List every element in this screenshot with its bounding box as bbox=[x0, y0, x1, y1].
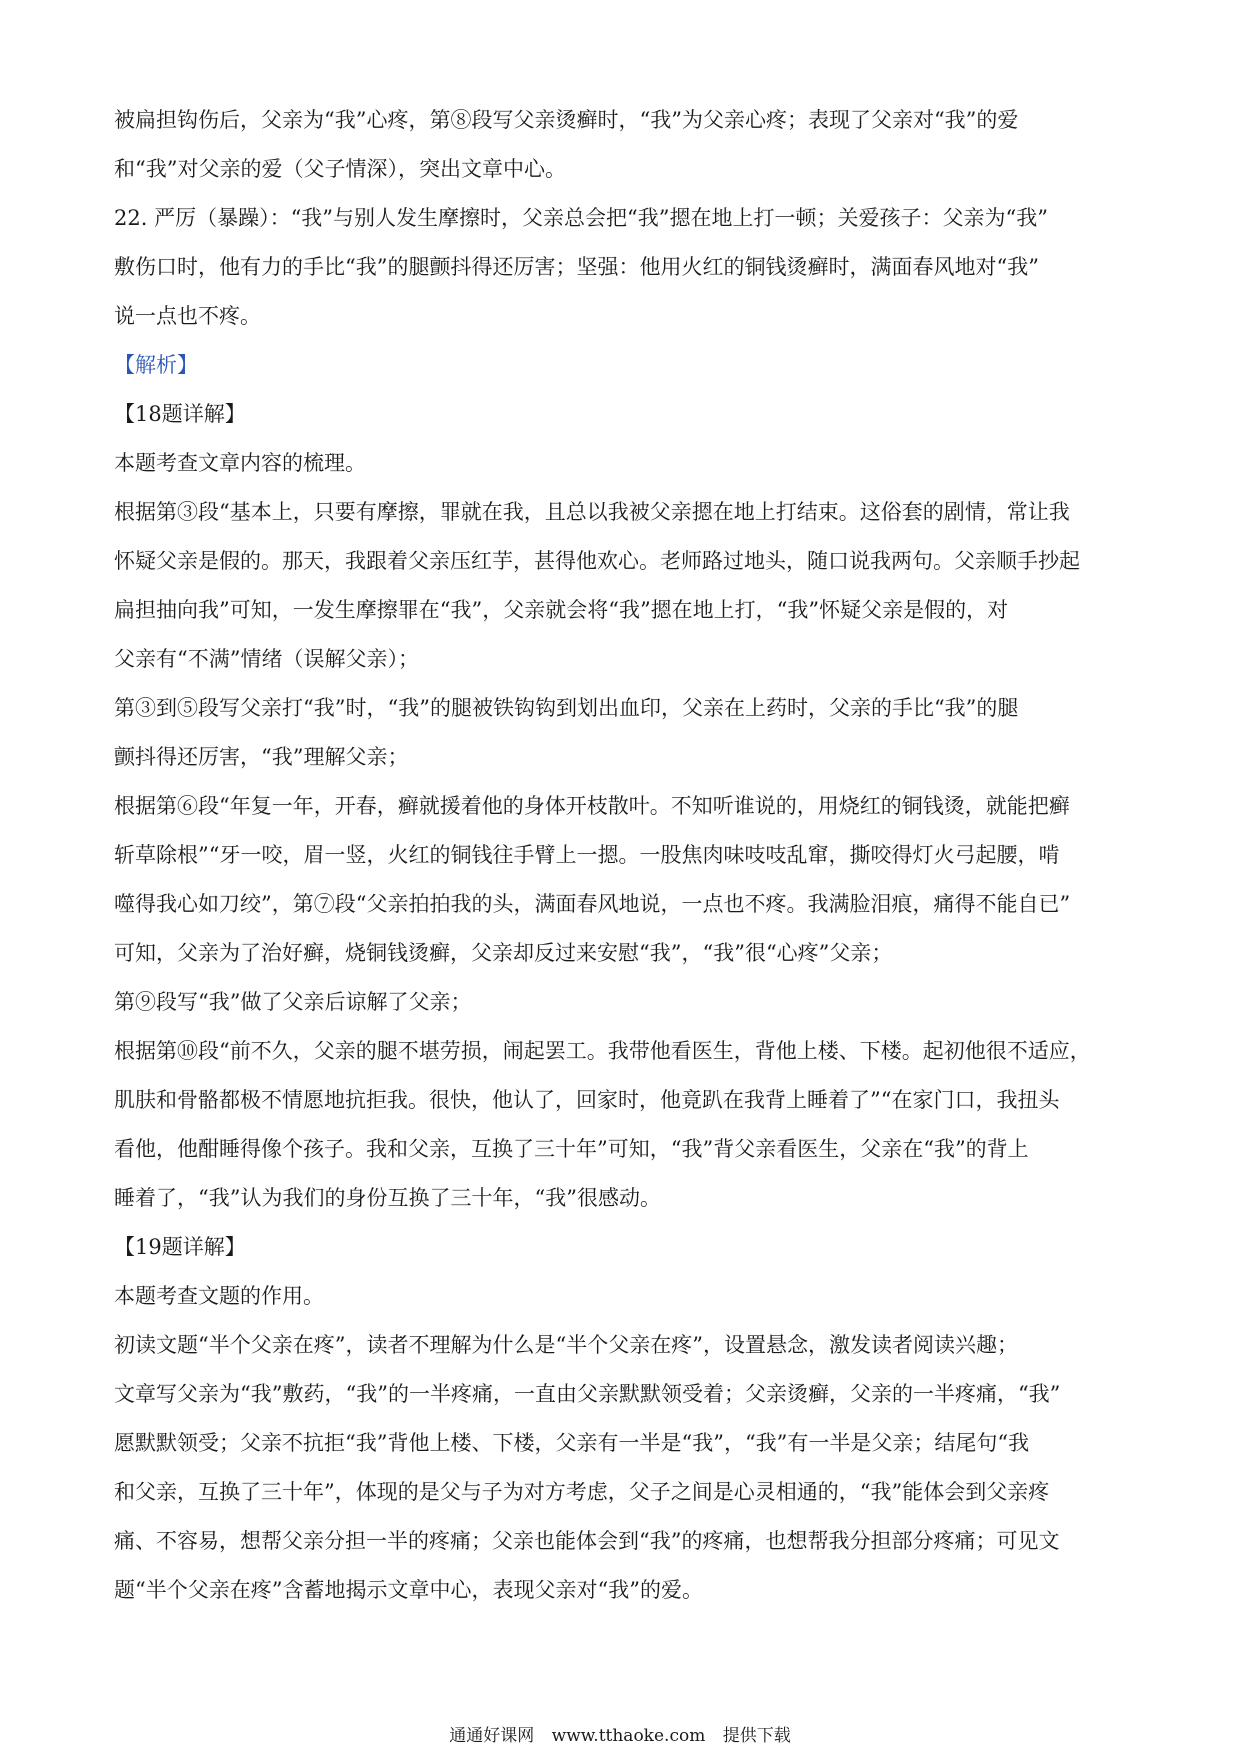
text-line: 愿默默领受；父亲不抗拒“我”背他上楼、下楼，父亲有一半是“我”，“我”有一半是父亲；结尾句“我 bbox=[114, 1431, 1030, 1455]
text-line: 痛、不容易，想帮父亲分担一半的疼痛；父亲也能体会到“我”的疼痛，也想帮我分担部分疼痛；可见文 bbox=[114, 1529, 1060, 1553]
text-line: 第③到⑤段写父亲打“我”时，“我”的腿被铁钩钩到划出血印，父亲在上药时，父亲的手比“我”的腿 bbox=[114, 696, 1019, 720]
text-line: 扁担抽向我”可知，一发生摩擦罪在“我”，父亲就会将“我”摁在地上打，“我”怀疑父亲是假的，对 bbox=[114, 598, 1009, 622]
jiexi-heading: 【解析】 bbox=[114, 353, 198, 377]
answer-text-body bbox=[114, 96, 1130, 1615]
text-line: 睡着了，“我”认为我们的身份互换了三十年，“我”很感动。 bbox=[114, 1186, 661, 1210]
page-footer bbox=[0, 1724, 1240, 1748]
text-line: 被扁担钩伤后，父亲为“我”心疼，第⑧段写父亲烫癣时，“我”为父亲心疼；表现了父亲对“我”的爱 bbox=[114, 108, 1019, 132]
text-line: 根据第⑩段“前不久，父亲的腿不堪劳损，闹起罢工。我带他看医生，背他上楼、下楼。起初他很不适应， bbox=[114, 1039, 1091, 1063]
text-line: 敷伤口时，他有力的手比“我”的腿颤抖得还厉害；坚强：他用火红的铜钱烫癣时，满面春风地对“我” bbox=[114, 255, 1039, 279]
text-line: 父亲有“不满”情绪（误解父亲）； bbox=[114, 647, 419, 671]
text-line: 可知，父亲为了治好癣，烧铜钱烫癣，父亲却反过来安慰“我”，“我”很“心疼”父亲； bbox=[114, 941, 893, 965]
text-line: 看他，他酣睡得像个孩子。我和父亲，互换了三十年”可知，“我”背父亲看医生，父亲在“我”的背上 bbox=[114, 1137, 1029, 1161]
q19-heading: 【19题详解】 bbox=[114, 1235, 246, 1259]
text-line: 颤抖得还厉害，“我”理解父亲； bbox=[114, 745, 409, 769]
text-line: 噬得我心如刀绞”，第⑦段“父亲拍拍我的头，满面春风地说，一点也不疼。我满脸泪痕，痛得不能自已” bbox=[114, 892, 1071, 916]
text-line: 初读文题“半个父亲在疼”，读者不理解为什么是“半个父亲在疼”，设置悬念，激发读者阅读兴趣； bbox=[114, 1333, 1018, 1357]
text-line: 斩草除根”“牙一咬，眉一竖，火红的铜钱往手臂上一摁。一股焦肉味吱吱乱窜，撕咬得灯火弓起腰，啃 bbox=[114, 843, 1060, 867]
text-line: 和“我”对父亲的爱（父子情深），突出文章中心。 bbox=[114, 157, 566, 181]
text-line: 第⑨段写“我”做了父亲后谅解了父亲； bbox=[114, 990, 472, 1014]
text-line: 本题考查文题的作用。 bbox=[114, 1284, 324, 1308]
text-line: 根据第③段“基本上，只要有摩擦，罪就在我，且总以我被父亲摁在地上打结束。这俗套的剧情，常让我 bbox=[114, 500, 1070, 524]
text-line: 题“半个父亲在疼”含蓄地揭示文章中心，表现父亲对“我”的爱。 bbox=[114, 1578, 703, 1602]
footer-note: 提供下载 bbox=[722, 1726, 791, 1746]
footer-site-name: 通通好课网 bbox=[449, 1726, 535, 1746]
text-line: 怀疑父亲是假的。那天，我跟着父亲压红芋，甚得他欢心。老师路过地头，随口说我两句。父亲顺手抄起 bbox=[114, 549, 1080, 573]
text-line: 肌肤和骨骼都极不情愿地抗拒我。很快，他认了，回家时，他竟趴在我背上睡着了”“在家门口，我扭头 bbox=[114, 1088, 1060, 1112]
text-line: 和父亲，互换了三十年”，体现的是父与子为对方考虑，父子之间是心灵相通的，“我”能体会到父亲疼 bbox=[114, 1480, 1050, 1504]
footer-url-link[interactable]: www.tthaoke.com bbox=[551, 1726, 706, 1746]
text-line: 根据第⑥段“年复一年，开春，癣就援着他的身体开枝散叶。不知听谁说的，用烧红的铜钱烫，就能把癣 bbox=[114, 794, 1070, 818]
answer-22-line: 22. 严厉（暴躁）：“我”与别人发生摩擦时，父亲总会把“我”摁在地上打一顿；关爱孩子：父亲为“我” bbox=[114, 206, 1048, 230]
text-line: 文章写父亲为“我”敷药，“我”的一半疼痛，一直由父亲默默领受着；父亲烫癣，父亲的一半疼痛，“我” bbox=[114, 1382, 1061, 1406]
text-line: 本题考查文章内容的梳理。 bbox=[114, 451, 366, 475]
q18-heading: 【18题详解】 bbox=[114, 402, 246, 426]
text-line: 说一点也不疼。 bbox=[114, 304, 261, 328]
